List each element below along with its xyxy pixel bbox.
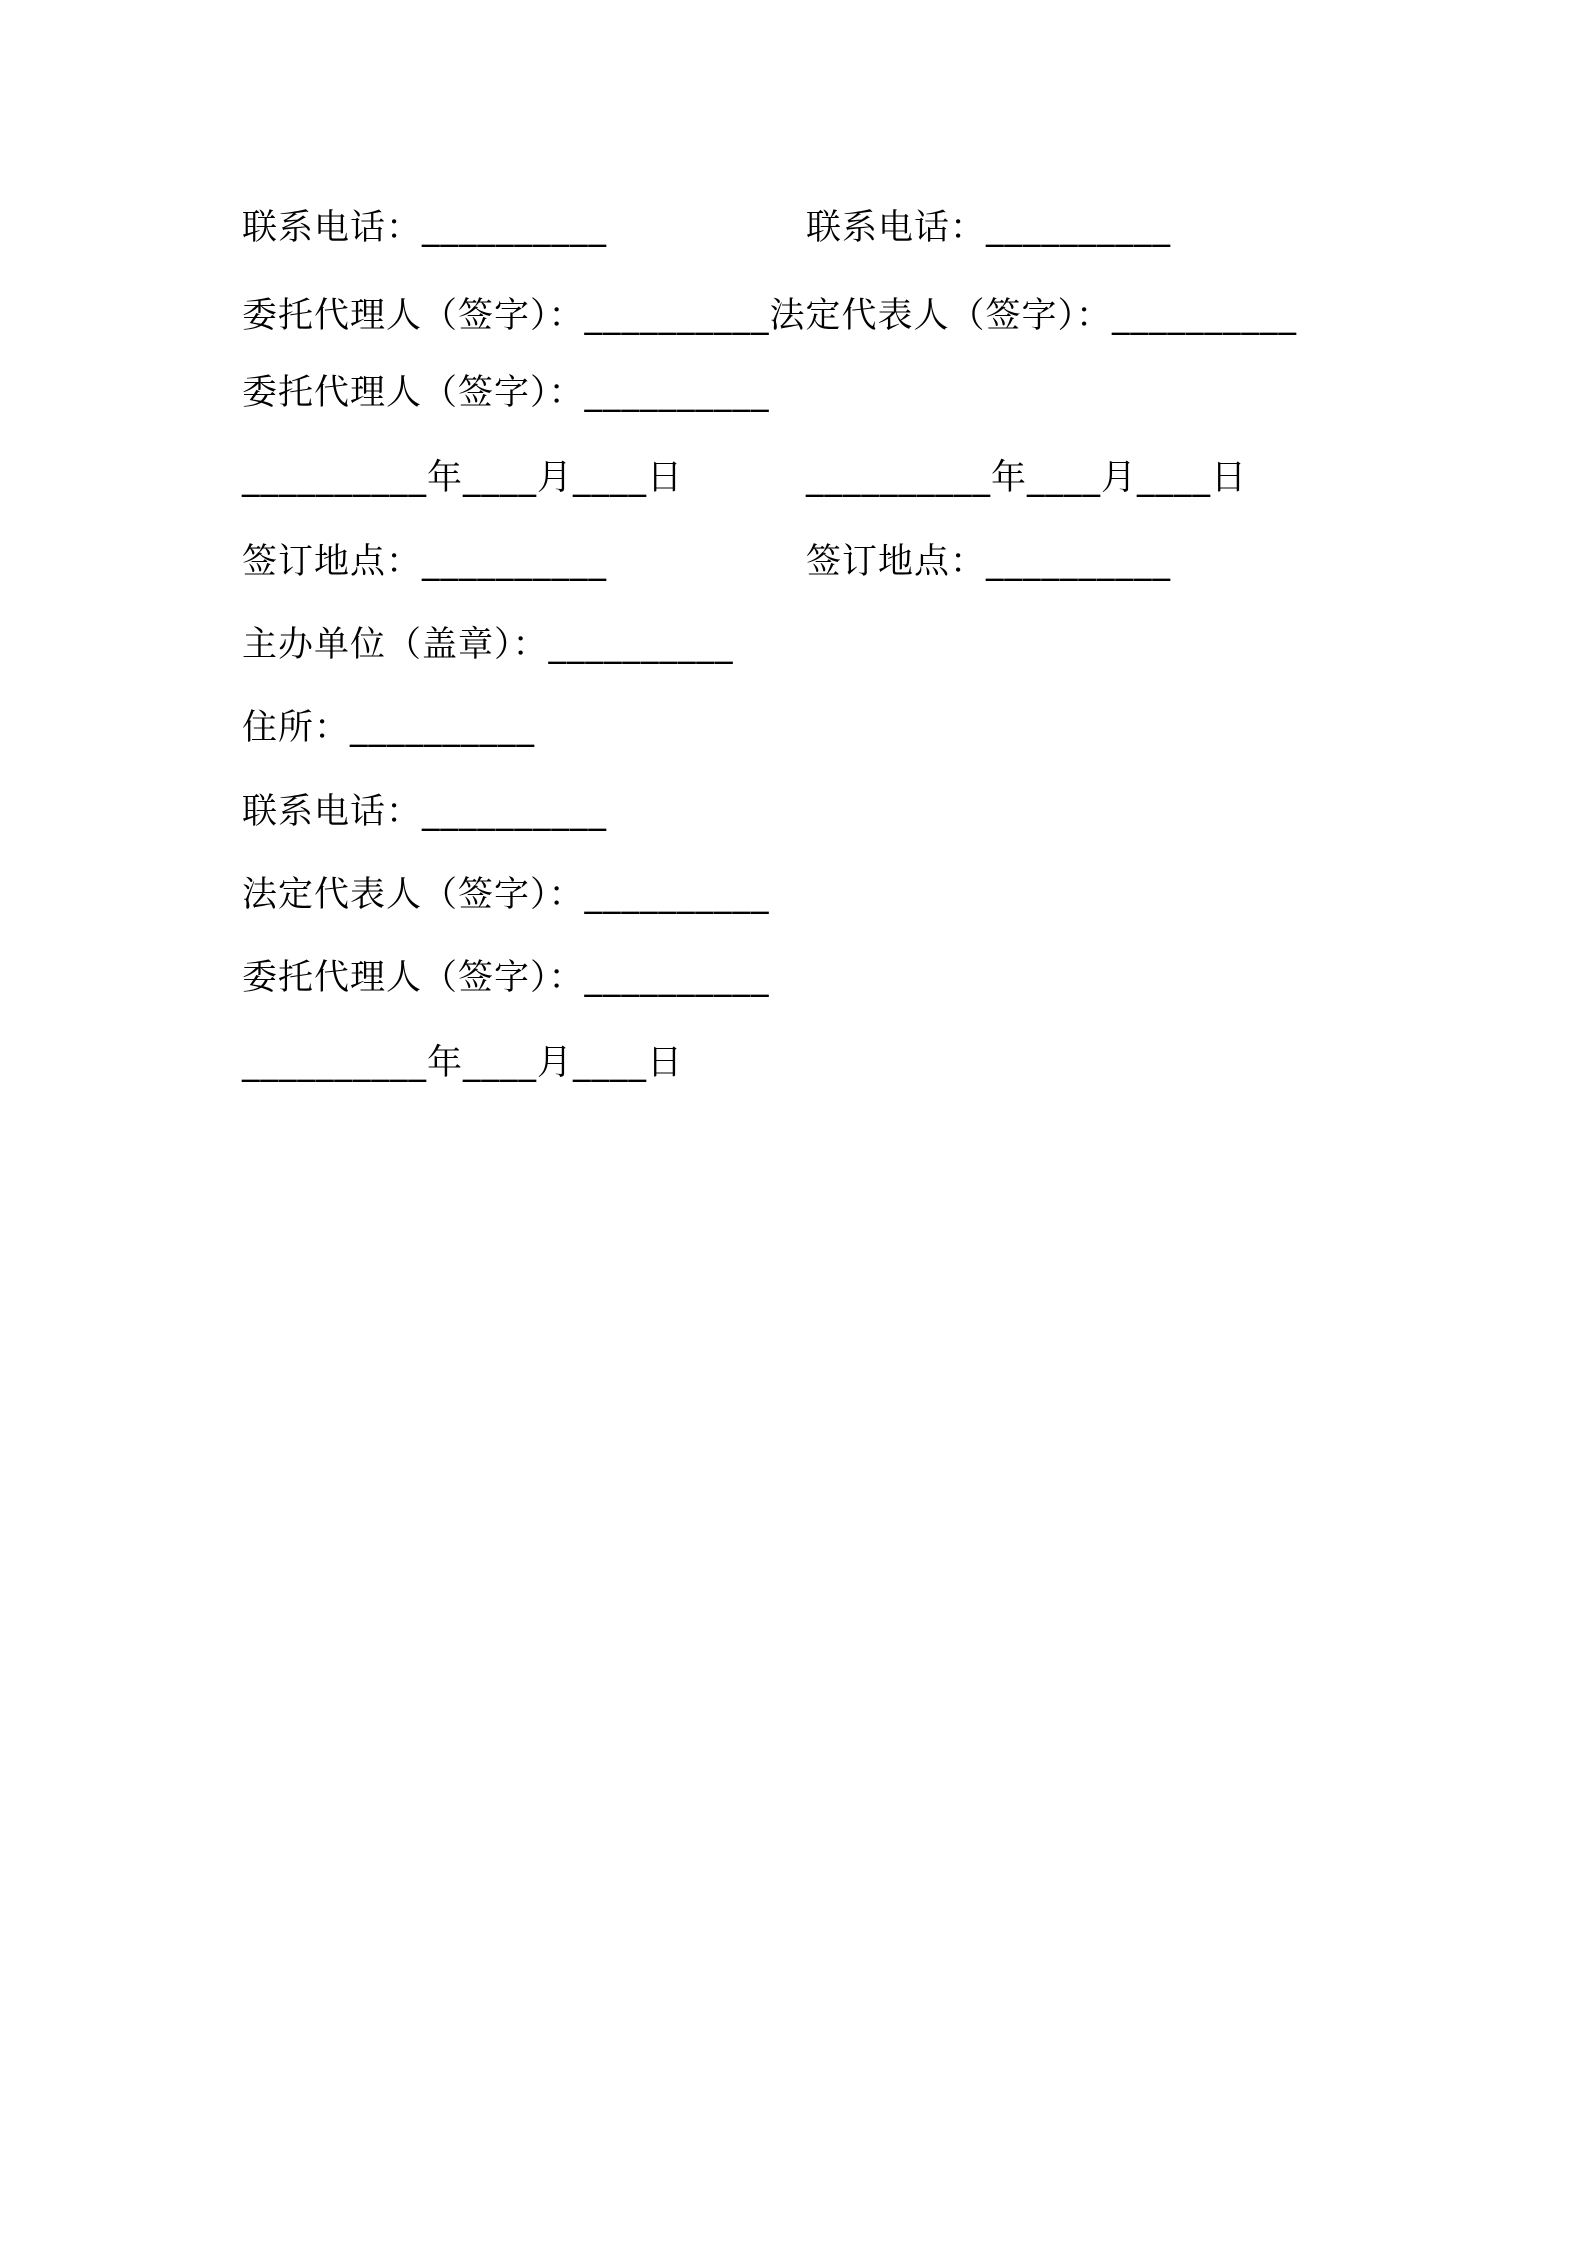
line-1-left: 联系电话：__________ [242, 208, 608, 248]
line-10: 委托代理人（签字）：__________ [242, 958, 770, 998]
line-9: 法定代表人（签字）：__________ [242, 875, 770, 915]
line-11: __________年____月____日 [242, 1043, 684, 1083]
line-5-left: 签订地点：__________ [242, 542, 608, 582]
line-6: 主办单位（盖章）：__________ [242, 625, 734, 665]
line-3: 委托代理人（签字）：__________ [242, 373, 770, 413]
line-1-right: 联系电话：__________ [806, 208, 1172, 248]
line-2: 委托代理人（签字）：__________法定代表人（签字）：__________ [242, 296, 1298, 336]
line-7: 住所：__________ [242, 708, 536, 748]
line-4-left: __________年____月____日 [242, 458, 684, 498]
line-8: 联系电话：__________ [242, 792, 608, 832]
line-5-right: 签订地点：__________ [806, 542, 1172, 582]
line-4-right: __________年____月____日 [806, 458, 1248, 498]
